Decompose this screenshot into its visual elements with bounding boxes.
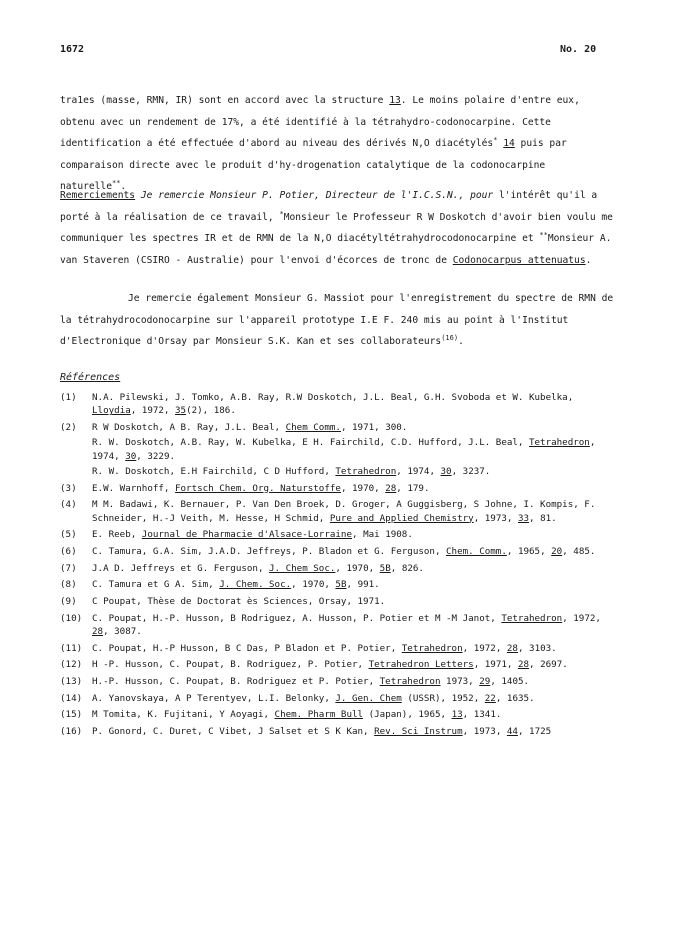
reference-text xyxy=(92,642,620,655)
reference-item xyxy=(60,421,620,478)
reference-segment: , 1970, xyxy=(335,562,380,574)
reference-number: (16) xyxy=(60,726,83,738)
reference-segment: , 3237. xyxy=(451,465,491,477)
reference-source: Journal de Pharmacie d'Alsace-Lorraine xyxy=(141,529,352,541)
reference-line xyxy=(92,562,620,575)
reference-source: Rev. Sci Instrum xyxy=(374,726,463,738)
reference-item xyxy=(60,692,620,705)
reference-source: 33 xyxy=(517,512,530,524)
reference-number: (3) xyxy=(60,482,77,494)
reference-source: 13 xyxy=(451,709,463,721)
reference-text xyxy=(92,391,620,418)
reference-line xyxy=(92,692,620,705)
reference-segment: R. W. Doskotch, E.H Fairchild, C D Hufford, xyxy=(92,465,336,477)
reference-text xyxy=(92,658,620,671)
reference-segment: , 1341. xyxy=(462,709,502,721)
reference-text xyxy=(92,498,620,525)
reference-line xyxy=(92,391,620,418)
reference-source: Chem. Pharm Bull xyxy=(274,709,364,721)
reference-segment: , 1970, xyxy=(340,482,386,494)
text-span: . xyxy=(585,254,592,266)
reference-number: (13) xyxy=(60,676,83,688)
reference-segment: , 81. xyxy=(529,512,557,524)
structure-ref: 13 xyxy=(389,95,401,106)
reference-segment: A. Yanovskaya, A P Terentyev, L.I. Belonky, xyxy=(92,692,336,704)
reference-item xyxy=(60,482,620,495)
text-span: Je remercie Monsieur P. Potier, Directeur de l'I.C.S.N., pour xyxy=(135,190,494,201)
reference-segment: , 179. xyxy=(396,482,430,494)
reference-text xyxy=(92,545,620,558)
text-span: Monsieur A. van Staveren (CSIRO - Australie) pour l'envoi d'écorces de tronc de xyxy=(60,233,612,266)
reference-line xyxy=(92,578,620,591)
text-span: l'intérêt qu'il a porté à la réalisation de ce travail, xyxy=(60,190,598,223)
reference-source: 28 xyxy=(517,659,530,671)
page-number: 1672 xyxy=(60,44,85,55)
reference-segment: P. Gonord, C. Duret, C Vibet, J Salset et S K Kan, xyxy=(92,726,375,738)
body-paragraph-3 xyxy=(60,288,615,353)
reference-segment: C. Poupat, H.-P Husson, B C Das, P Bladon et P. Potier, xyxy=(92,642,402,654)
body-paragraph-1 xyxy=(60,90,615,198)
reference-source: Tetrahedron xyxy=(528,437,590,449)
plant-name: Codonocarpus attenuatus xyxy=(452,254,586,266)
reference-segment: C. Tamura et G A. Sim, xyxy=(92,579,220,591)
reference-source: Tetrahedron xyxy=(501,612,563,624)
reference-source: 5B xyxy=(379,562,391,574)
reference-number: (8) xyxy=(60,579,77,591)
reference-source: 28 xyxy=(506,642,518,654)
references-heading: Références xyxy=(60,372,121,383)
reference-source: Fortsch Chem. Org. Naturstoffe xyxy=(174,482,341,494)
reference-source: 28 xyxy=(92,625,104,637)
reference-source: 35 xyxy=(175,405,187,417)
reference-segment: , 1965, xyxy=(506,545,552,557)
reference-segment: C Poupat, Thèse de Doctorat ès Sciences, Orsay, 1971. xyxy=(92,595,386,607)
reference-segment: C. Poupat, H.-P. Husson, B Rodriguez, A. Husson, P. Potier et M -M Janot, xyxy=(92,612,502,624)
reference-source: Tetrahedron xyxy=(379,676,441,688)
reference-line xyxy=(92,545,620,558)
footnote-mark: * xyxy=(279,209,284,218)
reference-segment: , 1725 xyxy=(517,726,552,738)
reference-item xyxy=(60,528,620,541)
reference-segment: H -P. Husson, C. Poupat, B. Rodriguez, P. Potier, xyxy=(92,659,369,671)
text-span: . Le moins polaire d'entre eux, obtenu avec un rendement de 17%, a été identifié à la tétrahydro-codonocarpine. Cette identification a été effectuée d'abord au niveau des dérivés N,O diacétylés xyxy=(60,95,580,149)
reference-item xyxy=(60,562,620,575)
text-span: puis par comparaison directe avec le produit d'hy-drogenation catalytique de la codonocarpine naturelle xyxy=(60,138,567,192)
reference-segment: , 826. xyxy=(390,562,424,574)
reference-source: 29 xyxy=(479,676,491,688)
reference-line xyxy=(92,528,620,541)
reference-source: Lloydia xyxy=(92,405,131,417)
reference-segment: , 1971, 300. xyxy=(340,421,408,433)
reference-segment: J.A D. Jeffreys et G. Ferguson, xyxy=(92,562,270,574)
reference-item xyxy=(60,595,620,608)
reference-segment: H.-P. Husson, C. Poupat, B. Rodriguez et P. Potier, xyxy=(92,676,380,688)
issue-number: No. 20 xyxy=(560,44,597,55)
reference-segment: , 485. xyxy=(562,545,596,557)
reference-text xyxy=(92,528,620,541)
footnote-mark: ** xyxy=(111,178,121,187)
reference-item xyxy=(60,612,620,639)
reference-text xyxy=(92,725,620,738)
reference-segment: , 3103. xyxy=(517,642,557,654)
reference-text xyxy=(92,482,620,495)
reference-source: 30 xyxy=(125,450,137,462)
reference-segment: M M. Badawi, K. Bernauer, P. Van Den Broek, D. Groger, A Guggisberg, S Johne, I. Kompis, F. Schneider, H.-J Veith, M. Hesse, H Schmid, xyxy=(92,499,596,524)
reference-source: Chem. Comm. xyxy=(446,545,507,557)
reference-line xyxy=(92,642,620,655)
reference-source: Tetrahedron Letters xyxy=(368,659,474,671)
reference-text xyxy=(92,612,620,639)
text-span: . xyxy=(120,181,127,192)
reference-segment: , 991. xyxy=(346,579,380,591)
reference-list xyxy=(60,391,620,742)
text-span: Je remercie également Monsieur G. Massiot pour l'enregistrement du spectre de RMN de la tétrahydrocodonocarpine sur l'appareil prototype I.E F. 240 mis au point à l'Institut d'Electronique d'Orsay par Monsieur S.K. Kan et ses collaborateurs xyxy=(60,293,614,347)
reference-segment: , 3229. xyxy=(136,450,176,462)
reference-source: J. Chem Soc. xyxy=(269,562,336,574)
reference-segment: (USSR), 1952, xyxy=(401,692,485,704)
reference-text xyxy=(92,562,620,575)
reference-item xyxy=(60,708,620,721)
reference-segment: , 1635. xyxy=(495,692,535,704)
reference-item xyxy=(60,578,620,591)
reference-segment: (Japan), 1965, xyxy=(363,709,452,721)
reference-item xyxy=(60,642,620,655)
reference-segment: , 1974, xyxy=(92,437,596,462)
reference-source: Pure and Applied Chemistry xyxy=(329,512,474,524)
reference-source: 28 xyxy=(385,482,397,494)
reference-source: 22 xyxy=(484,692,496,704)
reference-line xyxy=(92,658,620,671)
reference-segment: 1973, xyxy=(440,676,480,688)
reference-line xyxy=(92,465,620,478)
reference-line xyxy=(92,436,620,463)
reference-line xyxy=(92,725,620,738)
text-span: tra1es (masse, RMN, IR) sont en accord avec la structure xyxy=(60,95,390,106)
reference-text xyxy=(92,421,620,478)
footnote-mark: ** xyxy=(539,230,548,239)
reference-segment: , 1973, xyxy=(473,512,518,524)
reference-line xyxy=(92,675,620,688)
reference-mark: (16) xyxy=(441,333,459,342)
reference-number: (15) xyxy=(60,709,83,721)
footnote-mark: * xyxy=(493,135,498,144)
reference-text xyxy=(92,578,620,591)
reference-segment: , 2697. xyxy=(529,659,568,671)
reference-source: 20 xyxy=(551,545,563,557)
acknowledgements-paragraph xyxy=(60,185,615,271)
reference-segment: , 3087. xyxy=(103,625,142,637)
reference-segment: , 1974, xyxy=(396,465,441,477)
reference-item xyxy=(60,658,620,671)
reference-text xyxy=(92,595,620,608)
reference-item xyxy=(60,391,620,418)
reference-text xyxy=(92,692,620,705)
reference-source: 44 xyxy=(506,726,518,738)
reference-segment: (2), 186. xyxy=(186,405,236,417)
reference-number: (5) xyxy=(60,529,77,541)
reference-source: 5B xyxy=(335,579,347,591)
reference-source: J. Gen. Chem xyxy=(335,692,402,704)
reference-number: (12) xyxy=(60,659,83,671)
reference-number: (2) xyxy=(60,421,77,433)
reference-segment: , Mai 1908. xyxy=(352,529,413,541)
reference-number: (4) xyxy=(60,499,77,511)
reference-line xyxy=(92,708,620,721)
reference-number: (9) xyxy=(60,595,77,607)
reference-item xyxy=(60,498,620,525)
acknowledgements-heading: Remerciements xyxy=(60,190,136,201)
reference-segment: R W Doskotch, A B. Ray, J.L. Beal, xyxy=(92,421,286,433)
reference-number: (7) xyxy=(60,562,77,574)
reference-segment: E.W. Warnhoff, xyxy=(92,482,175,494)
reference-number: (11) xyxy=(60,642,83,654)
reference-line xyxy=(92,421,620,434)
reference-source: Chem Comm. xyxy=(285,421,341,433)
reference-segment: , 1972, xyxy=(130,405,175,417)
reference-segment: , 1970, xyxy=(291,579,336,591)
reference-segment: R. W. Doskotch, A.B. Ray, W. Kubelka, E H. Fairchild, C.D. Hufford, J.L. Beal, xyxy=(92,437,529,449)
reference-segment: M Tomita, K. Fujitani, Y Aoyagi, xyxy=(92,709,275,721)
reference-number: (1) xyxy=(60,392,77,403)
reference-segment: , 1972, xyxy=(562,612,601,624)
reference-segment: , 1973, xyxy=(462,726,507,738)
reference-line xyxy=(92,595,620,608)
text-span: . xyxy=(458,336,464,347)
compound-ref: 14 xyxy=(503,138,515,149)
reference-line xyxy=(92,612,620,639)
reference-item xyxy=(60,725,620,738)
reference-source: J. Chem. Soc. xyxy=(219,579,292,591)
reference-number: (10) xyxy=(60,612,83,624)
reference-source: Tetrahedron xyxy=(335,465,397,477)
reference-segment: N.A. Pilewski, J. Tomko, A.B. Ray, R.W Doskotch, J.L. Beal, G.H. Svoboda et W. Kubelka, xyxy=(92,392,574,403)
reference-text xyxy=(92,708,620,721)
reference-item xyxy=(60,675,620,688)
reference-item xyxy=(60,545,620,558)
text-span: Monsieur le Professeur R W Doskotch d'avoir bien voulu me communiquer les spectres IR et de RMN de la N,O diacétyltétrahydrocodonocarpine et xyxy=(60,211,613,244)
reference-source: 30 xyxy=(440,465,452,477)
reference-line xyxy=(92,498,620,525)
reference-line xyxy=(92,482,620,495)
reference-source: Tetrahedron xyxy=(401,642,463,654)
reference-text xyxy=(92,675,620,688)
reference-segment: , 1972, xyxy=(462,642,507,654)
reference-segment: E. Reeb, xyxy=(92,529,142,541)
reference-segment: , 1971, xyxy=(473,659,518,671)
reference-segment: , 1405. xyxy=(490,676,530,688)
reference-segment: C. Tamura, G.A. Sim, J.A.D. Jeffreys, P. Bladon et G. Ferguson, xyxy=(92,545,447,557)
reference-number: (6) xyxy=(60,545,77,557)
reference-number: (14) xyxy=(60,692,83,704)
